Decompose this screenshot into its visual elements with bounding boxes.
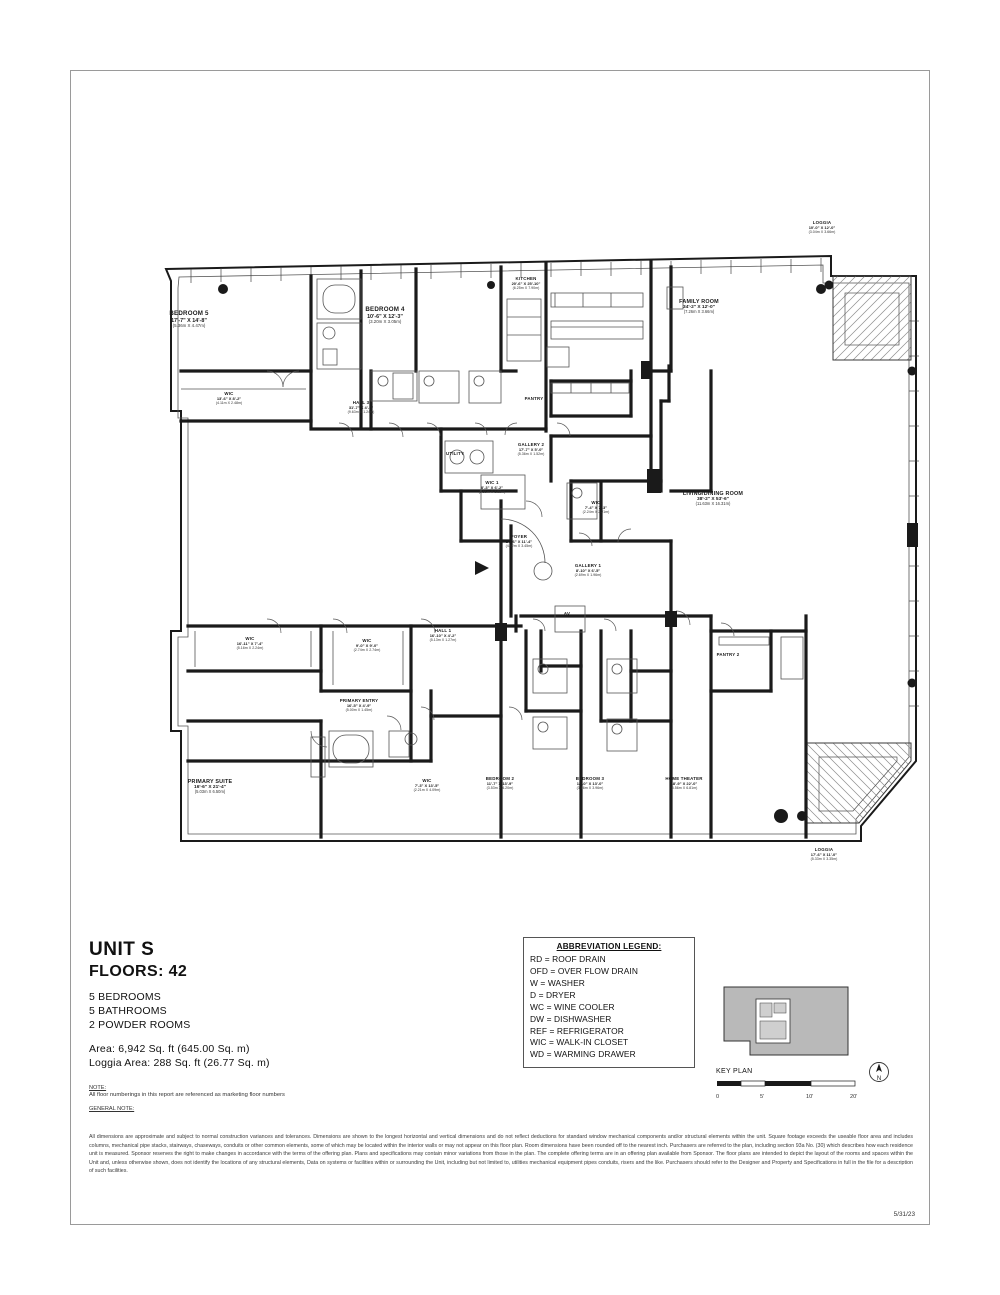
key-plan: [716, 983, 891, 1102]
scale-mark: 10': [806, 1094, 814, 1100]
room-label: FOYER 14'-6" X 11'-4" (4.42m X 3.45m): [505, 534, 533, 549]
room-label: KITCHEN 20'-6" X 25'-10" (6.25m X 7.90m): [511, 276, 541, 291]
room-label: WIC 1 8'-3" X 6'-2" (2.51m X 1.88m): [478, 480, 506, 495]
key-plan-title: KEY PLAN: [716, 1068, 753, 1075]
floor-plan-drawing: [71, 71, 931, 861]
scale-mark: 0: [716, 1094, 720, 1100]
room-label: WIC 7'-4" X 7'-3" (2.24m X 2.21m): [582, 500, 610, 515]
room-label: WIC 16'-11" X 7'-4" (5.16m X 2.24m): [236, 636, 264, 651]
room-label: GALLERY 1 8'-10" X 6'-5" (2.69m X 1.96m): [574, 563, 602, 578]
room-label: LIVING/DINING ROOM 38'-2" X 53'-6" (11.63m X 16.31m): [682, 491, 744, 507]
general-note-heading: GENERAL NOTE:: [89, 1106, 135, 1112]
legend-item: D = DRYER: [530, 989, 576, 1000]
room-label: BEDROOM 5 17'-7" X 14'-8" (5.36m X 4.47m): [169, 310, 209, 328]
legend-item: DW = DISHWASHER: [530, 1013, 612, 1024]
legend-item: RD = ROOF DRAIN: [530, 954, 606, 964]
bedrooms-count: 5 BEDROOMS: [89, 991, 162, 1003]
abbreviation-legend: [523, 937, 695, 1068]
room-label: AV: [563, 611, 571, 616]
unit-title: UNIT S: [89, 939, 155, 960]
unit-info-block: [89, 939, 509, 1112]
room-label: LOGGIA 17'-6" X 11'-0" (5.33m X 3.35m): [810, 847, 838, 862]
room-label: PRIMARY ENTRY 16'-5" X 4'-9" (5.00m X 1.45m): [339, 698, 379, 713]
legend-item: OFD = OVER FLOW DRAIN: [530, 965, 638, 976]
legend-item: REF = REFRIGERATOR: [530, 1025, 624, 1036]
note-heading: NOTE:: [89, 1085, 107, 1091]
bathrooms-count: 5 BATHROOMS: [89, 1005, 167, 1017]
scale-bar: [716, 1076, 891, 1102]
room-label: GALLERY 2 17'-7" X 5'-0" (5.36m X 1.52m): [517, 442, 545, 457]
floors-title: FLOORS: 42: [89, 963, 188, 980]
key-plan-diagram: [716, 983, 856, 1061]
room-label: PANTRY 1: [524, 396, 548, 401]
loggia-area: Loggia Area: 288 Sq. ft (26.77 Sq. m): [89, 1057, 270, 1069]
plan-vector: [71, 71, 931, 861]
room-label: LOGGIA 10'-0" X 12'-0" (3.04m X 3.66m): [808, 220, 836, 235]
room-label: FAMILY ROOM 34'-2" X 12'-0" (7.26m X 3.66m): [679, 299, 719, 315]
svg-text:N: N: [876, 1076, 882, 1082]
legend-item: WD = WARMING DRAWER: [530, 1049, 636, 1060]
legend-item: W = WASHER: [530, 977, 585, 988]
scale-mark: 20': [850, 1094, 858, 1100]
room-label: HOME THEATER 18'-9" X 22'-0" (5.56m X 6.81m): [665, 776, 703, 791]
room-label: BEDROOM 3 12'-0" X 13'-0" (3.66m X 3.96m): [575, 776, 605, 791]
note-body: All floor numberings in this report are referenced as marketing floor numbers: [89, 1092, 285, 1098]
area-summary: [89, 1043, 509, 1069]
room-label: WIC 9'-0" X 9'-0" (2.74m X 2.74m): [353, 638, 381, 653]
scale-bar-graphic: [716, 1079, 856, 1089]
room-label: WIC 13'-6" X 8'-2" (4.11m X 2.48m): [215, 391, 243, 406]
legend-title: ABBREVIATION LEGEND:: [556, 942, 662, 951]
room-label: WIC 7'-3" X 13'-5" (2.21m X 4.09m): [413, 778, 441, 793]
legend-item: WC = WINE COOLER: [530, 1001, 615, 1012]
room-counts: [89, 991, 509, 1031]
room-label: HALL 3 31'-7" X 4'-1" (9.63m X 1.24m): [347, 400, 375, 415]
legend-item: WIC = WALK-IN CLOSET: [530, 1037, 629, 1048]
room-label: PANTRY 2: [716, 652, 740, 657]
floor-plan-sheet: [70, 70, 930, 1225]
general-note-body: All dimensions are approximate and subject to normal construction variances and tolerances. Dimensions are shown to the longest horizontal and vertical dimensions and do not reflect deductions for standard window mechanical components and/or structural elements within the unit. Square footage exceeds the useable floor area and includes columns, mechanical pipe stacks, stairways, chaseways, conduits or other common elements, some of which may be located within the interior walls or may not appear on this floor plan. Room dimensions have been rounded off to the nearest inch. Purchasers are referred to the plan, including section 93a No. (30) which describes how each residence unit is measured. Sponsor reserves the right to make changes in accordance with the terms of the offering plan. Plans and specifications may contain minor variations from those in the plan. The complete offering terms are in an offering plan available from Sponsor. The floor plans are intended to depict the layout of the rooms and spaces within the Unit and, unless otherwise shown, does not identify the locations of any structural elements, Data on systems or facilities within or surrounding the Unit, including but not limited to, utilities mechanical equipment pipes conduits, risers and the like. Purchasers should refer to the Designer and Property and Specifications in full in the file for a description of such facilities.: [89, 1134, 913, 1175]
room-label: UTILITY: [446, 451, 464, 456]
room-label: HALL 1 16'-10" X 4'-2" (5.13m X 1.27m): [429, 628, 457, 643]
scale-mark: 5': [760, 1094, 765, 1100]
room-label: BEDROOM 2 11'-7" X 13'-9" (3.53m X 4.20m): [485, 776, 515, 791]
north-arrow-icon: [868, 1061, 890, 1083]
room-label: BEDROOM 4 10'-6" X 12'-3" (3.20m X 3.05m): [365, 306, 405, 324]
room-label: PRIMARY SUITE 16'-6" X 21'-4" (5.03m X 6.50m): [187, 779, 233, 795]
date-stamp: 5/31/23: [893, 1211, 915, 1218]
unit-area: Area: 6,942 Sq. ft (645.00 Sq. m): [89, 1043, 250, 1055]
powder-rooms-count: 2 POWDER ROOMS: [89, 1019, 191, 1031]
